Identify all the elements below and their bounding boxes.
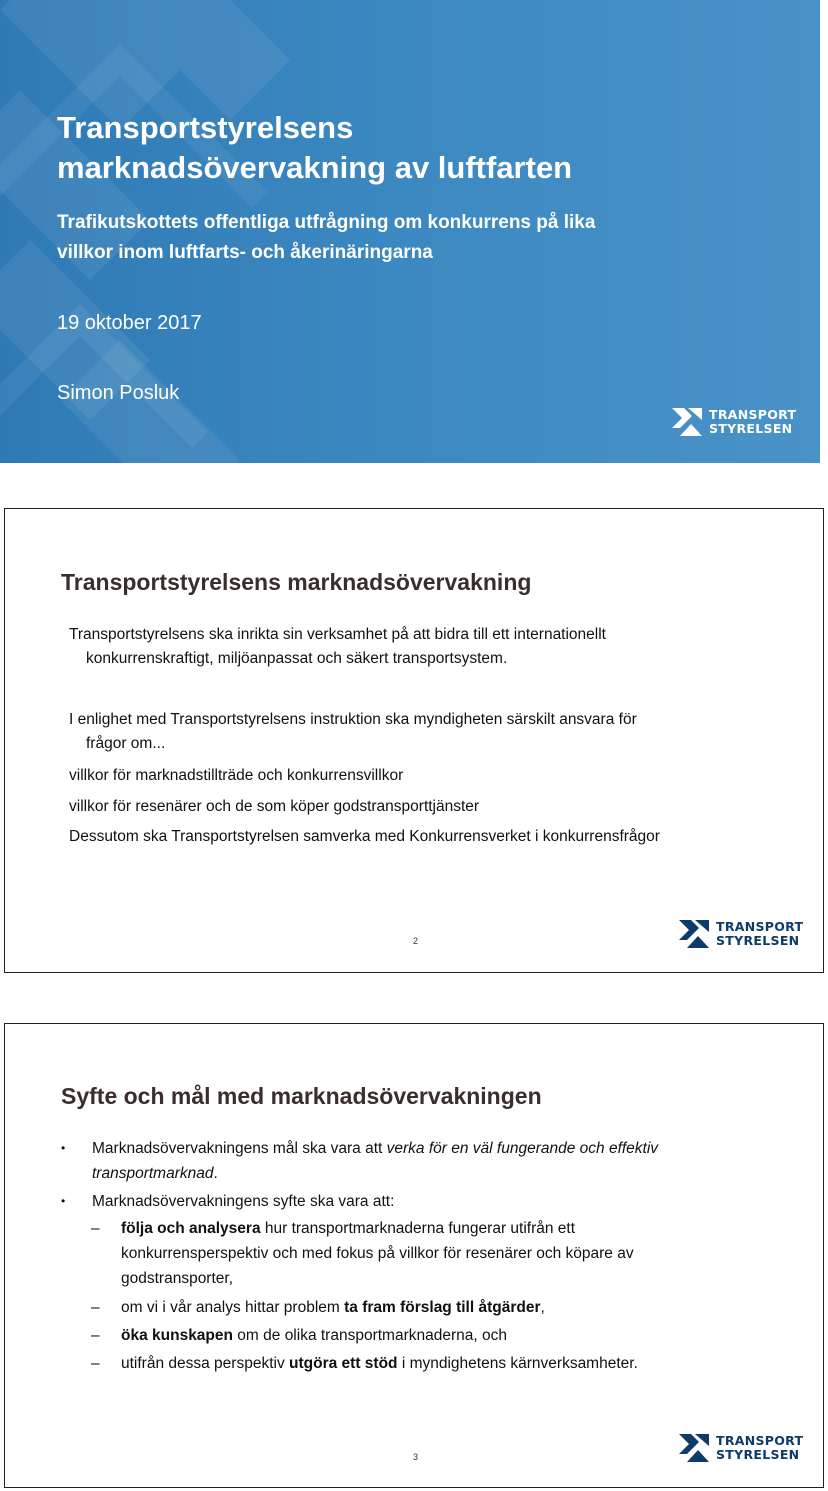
bullet-item — [61, 1136, 781, 1186]
paragraph-line: Transportstyrelsens ska inrikta sin verksamhet på att bidra till ett internationellt — [69, 626, 606, 643]
paragraph-item: villkor för marknadstillträde och konkurrensvillkor — [69, 767, 404, 784]
logo-line-1: TRANSPORT — [716, 1433, 804, 1448]
page-number: 2 — [413, 936, 419, 946]
slide-3 — [4, 1023, 824, 1488]
paragraph-item: Dessutom ska Transportstyrelsen samverka med Konkurrensverket i konkurrensfrågor — [69, 828, 660, 845]
logo-line-2: STYRELSEN — [716, 933, 800, 948]
sub-bullet-item — [91, 1323, 771, 1348]
transportstyrelsen-logo — [679, 920, 803, 948]
transportstyrelsen-logo — [679, 1434, 803, 1462]
subtitle-line-1: Trafikutskottets offentliga utfrågning om konkurrens på lika — [57, 212, 596, 233]
sub-bullet-text: om vi i vår analys hittar problem ta fram förslag till åtgärder, — [121, 1299, 545, 1316]
sub-bullet-text: öka kunskapen om de olika transportmarknaderna, och — [121, 1327, 507, 1344]
sub-bullet-item — [91, 1295, 771, 1320]
paragraph-mission — [69, 623, 789, 671]
logo-arrow-icon — [672, 408, 702, 436]
logo-arrow-icon — [679, 1434, 709, 1462]
paragraph-item: villkor för resenärer och de som köper godstransporttjänster — [69, 798, 480, 815]
bullet-mark: • — [61, 1141, 66, 1155]
title-line-1: Transportstyrelsens — [57, 110, 354, 145]
paragraph-instruction — [69, 708, 789, 756]
presenter-name: Simon Posluk — [57, 382, 180, 404]
sub-bullet-item — [91, 1216, 771, 1291]
logo-line-1: TRANSPORT — [716, 919, 804, 934]
transportstyrelsen-logo — [672, 408, 796, 436]
sub-bullet-text: utifrån dessa perspektiv utgöra ett stöd i myndighetens kärnverksamheter. — [121, 1355, 638, 1372]
slide-heading: Syfte och mål med marknadsövervakningen — [61, 1083, 542, 1109]
bullet-text: Marknadsövervakningens mål ska vara att verka för en väl fungerande och effektiv transportmarknad. — [92, 1140, 659, 1182]
sub-bullet-text: följa och analysera hur transportmarknaderna fungerar utifrån ett konkurrensperspektiv och med fokus på villkor för resenärer och köpare av godstransporter, — [121, 1220, 634, 1287]
logo-arrow-icon — [679, 920, 709, 948]
slide-2 — [4, 508, 824, 973]
title-line-2: marknadsövervakning av luftfarten — [57, 150, 573, 185]
sub-bullet-item — [91, 1351, 771, 1376]
logo-line-2: STYRELSEN — [709, 421, 793, 436]
paragraph-line: frågor om... — [86, 735, 166, 752]
presentation-title — [57, 108, 757, 188]
dash-mark: – — [91, 1299, 100, 1316]
title-slide — [0, 0, 820, 463]
logo-line-1: TRANSPORT — [709, 407, 797, 422]
bullet-item — [61, 1189, 781, 1214]
bullet-text: Marknadsövervakningens syfte ska vara att: — [92, 1193, 395, 1210]
page-number: 3 — [413, 1452, 419, 1462]
subtitle-line-2: villkor inom luftfarts- och åkerinäringarna — [57, 242, 433, 263]
bullet-mark: • — [61, 1194, 66, 1208]
presentation-date: 19 oktober 2017 — [57, 312, 202, 334]
presentation-subtitle — [57, 208, 757, 268]
slide-heading: Transportstyrelsens marknadsövervakning — [61, 569, 532, 595]
logo-line-2: STYRELSEN — [716, 1447, 800, 1462]
dash-mark: – — [91, 1327, 100, 1344]
paragraph-line: I enlighet med Transportstyrelsens instruktion ska myndigheten särskilt ansvara för — [69, 711, 637, 728]
paragraph-line: konkurrenskraftigt, miljöanpassat och säkert transportsystem. — [86, 650, 508, 667]
dash-mark: – — [91, 1220, 100, 1237]
dash-mark: – — [91, 1355, 100, 1372]
